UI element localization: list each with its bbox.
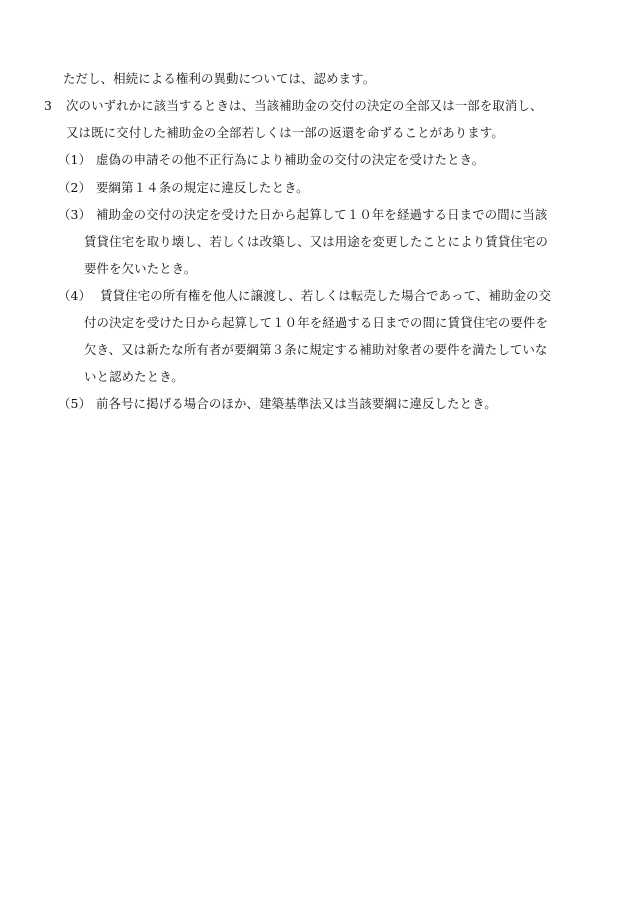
intro-line: ただし、相続による権利の異動については、認めます。	[63, 71, 376, 86]
item-4-line-3: 欠き、又は新たな所有者が要綱第３条に規定する補助対象者の要件を満たしていな	[84, 342, 548, 357]
item-4-line-4: いと認めたとき。	[84, 369, 184, 384]
item-2	[58, 180, 309, 196]
item-5	[58, 396, 497, 412]
clause-number: 3	[44, 98, 53, 113]
clause-3-line-2: 又は既に交付した補助金の全部若しくは一部の返還を命ずることがあります。	[66, 125, 504, 140]
item-3-line-1: 補助金の交付の決定を受けた日から起算して１０年を経過する日までの間に当該	[96, 207, 548, 222]
item-5-label: （5）	[58, 396, 92, 411]
clause-3-line-1	[44, 98, 543, 114]
item-4-label: （4）	[58, 288, 92, 303]
item-1-line-1: 虚偽の申請その他不正行為により補助金の交付の決定を受けたとき。	[96, 152, 485, 167]
item-3	[58, 207, 547, 223]
item-5-line-1: 前各号に掲げる場合のほか、建築基準法又は当該要綱に違反したとき。	[96, 396, 497, 411]
item-1	[58, 152, 484, 168]
item-3-line-3: 要件を欠いたとき。	[84, 261, 197, 276]
item-4-line-2: 付の決定を受けた日から起算して１０年を経過する日までの間に賃貸住宅の要件を	[84, 315, 549, 330]
item-2-line-1: 要綱第１４条の規定に違反したとき。	[96, 180, 309, 195]
clause-3-text-1: 次のいずれかに該当するときは、当該補助金の交付の決定の全部又は一部を取消し、	[66, 98, 543, 113]
item-1-label: （1）	[58, 152, 92, 167]
item-3-line-2: 賃貸住宅を取り壊し、若しくは改築し、又は用途を変更したことにより賃貸住宅の	[84, 234, 549, 249]
item-4-line-1: 賃貸住宅の所有権を他人に譲渡し、若しくは転売した場合であって、補助金の交	[96, 288, 552, 303]
item-2-label: （2）	[58, 180, 92, 195]
item-3-label: （3）	[58, 207, 92, 222]
item-4	[58, 288, 551, 304]
